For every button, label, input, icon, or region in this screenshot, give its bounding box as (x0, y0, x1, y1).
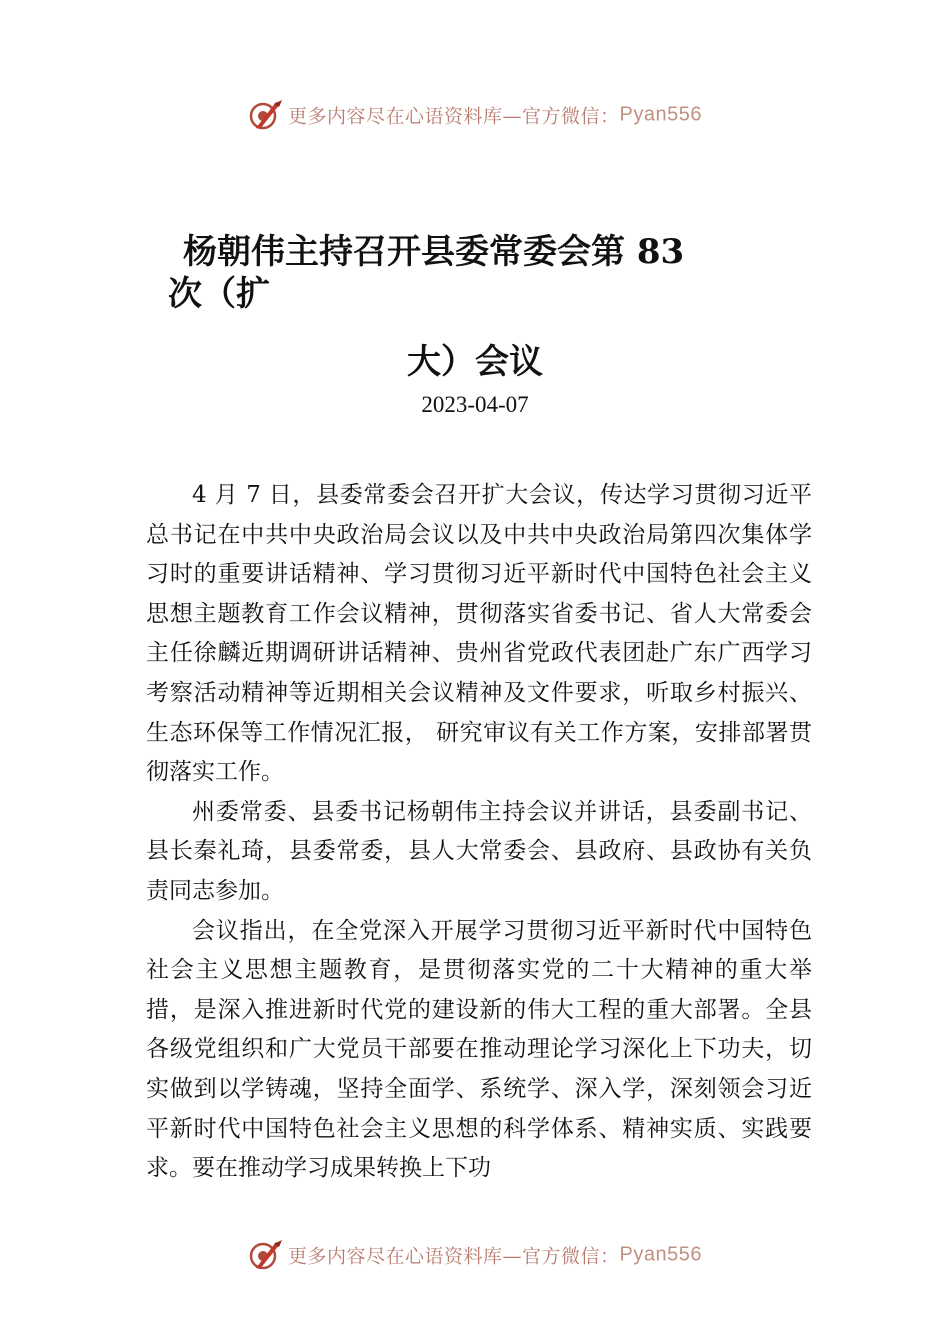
quill-logo-icon (248, 98, 284, 132)
document-title-line-3: 大）会议 (407, 342, 543, 382)
watermark-footer (0, 1238, 950, 1272)
watermark-id: Pyan556 (619, 103, 702, 126)
body-paragraph: 会议指出，在全党深入开展学习贯彻习近平新时代中国特色社会主义思想主题教育，是贯彻落实党的二十大精神的重大举措，是深入推进新时代党的建设新的伟大工程的重大部署。全县各级党组织和广大党员干部要在推动理论学习深化上下功夫，切实做到以学铸魂，坚持全面学、系统学、深入学，深刻领会习近平新时代中国特色社会主义思想的科学体系、精神实质、实践要求。要在推动学习成果转换上下功 (146, 917, 812, 1182)
document-date: 2023-04-07 (421, 392, 529, 417)
watermark-id: Pyan556 (619, 1243, 702, 1266)
body-paragraph: 州委常委、县委书记杨朝伟主持会议并讲话，县委副书记、县长秦礼琦，县委常委，县人大常委会、县政府、县政协有关负责同志参加。 (146, 798, 812, 904)
body-paragraph: 4 月 7 日，县委常委会召开扩大会议，传达学习贯彻习近平总书记在中共中央政治局会议以及中共中央政治局第四次集体学习时的重要讲话精神、学习贯彻习近平新时代中国特色社会主义思想主题教育工作会议精神，贯彻落实省委书记、省人大常委会主任徐麟近期调研讲话精神、贵州省党政代表团赴广东广西学习考察活动精神等近期相关会议精神及文件要求，听取乡村振兴、生态环保等工作情况汇报， 研究审议有关工作方案，安排部署贯彻落实工作。 (146, 482, 812, 786)
watermark-header (0, 98, 950, 132)
document-title-line-1: 杨朝伟主持召开县委常委会第 83 (183, 232, 685, 272)
watermark-text: 更多内容尽在心语资料库—官方微信： (288, 105, 620, 128)
document-body (146, 476, 812, 1189)
watermark-text: 更多内容尽在心语资料库—官方微信： (288, 1245, 620, 1268)
document-title-line-2: 次（扩 (168, 274, 270, 314)
quill-logo-icon (248, 1238, 284, 1272)
